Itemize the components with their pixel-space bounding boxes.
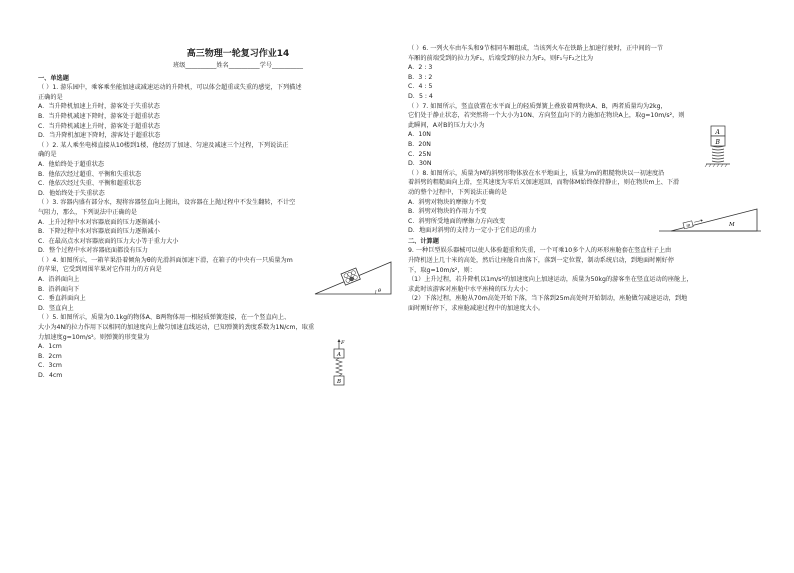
question-1 (38, 83, 398, 141)
question-text: （ ）8. 如图所示，质量为M的斜劈形物体放在水平地面上，质量为m的粗糙物块以一初速度沿 (408, 169, 665, 177)
left-column (38, 48, 398, 386)
block-b-label: B (337, 379, 342, 386)
option-d[interactable]: D．当升降机加速下降时，游客处于超重状态 (38, 132, 161, 140)
option-c[interactable]: C．3cm (38, 362, 62, 370)
question-7 (408, 102, 768, 169)
option-d[interactable]: D．5 : 4 (408, 92, 433, 100)
option-a[interactable]: A．沿斜面向上 (38, 276, 80, 284)
question-text: （ ）5. 如图所示，质量为0.1kg的物体A、B两物体用一根轻质弹簧连接，在一个竖直向上、 (38, 314, 291, 322)
question-text: （ ）1. 游乐园中，乘客乘坐能加速或减速运动的升降机，可以体会超重或失重的感觉，下列描述 (38, 84, 302, 92)
question-text: 此瞬间，A对B的压力大小为 (408, 121, 485, 129)
question-6 (408, 44, 768, 102)
question-text: 气阻力，那么，下列说法中正确的是 (38, 208, 137, 216)
student-info-line: 班级__________姓名__________学号__________ (173, 62, 303, 69)
question-3 (38, 198, 398, 256)
option-d[interactable]: D．竖直向上 (38, 304, 74, 312)
option-c[interactable]: C．4 : 5 (408, 83, 433, 91)
question-text: 确的是 (38, 151, 57, 159)
sub-question-1-cont: 求此时该游客对座舱中水平座椅的压力大小； (408, 285, 532, 293)
wedge-label: M (729, 221, 735, 228)
option-a[interactable]: A．1cm (38, 343, 62, 351)
option-a[interactable]: A．当升降机加速上升时，游客处于失重状态 (38, 103, 160, 111)
question-text: （ ）4. 如图所示，一箱苹果沿着倾角为θ的光滑斜面加速下滑，在箱子的中央有一只质量为m (38, 256, 293, 264)
sub-question-2: （2）下落过程，座舱从70m高处开始下落，当下落到25m高处时开始制动，座舱做匀减速运动，到地 (408, 295, 688, 303)
question-text: 9. 一种巨型娱乐器械可以使人体验超重和失重，一个可乘10多个人的环形座舱套在竖直柱子上由 (408, 247, 672, 255)
option-a[interactable]: A．2 : 3 (408, 64, 433, 72)
option-b[interactable]: B．沿斜面向下 (38, 285, 80, 293)
option-b[interactable]: B．3 : 2 (408, 73, 433, 81)
question-text: 动的整个过程中，下列说法正确的是 (408, 188, 507, 196)
angle-label: θ (378, 287, 382, 294)
right-column (408, 44, 768, 314)
question-9 (408, 246, 768, 313)
option-b[interactable]: B．2cm (38, 352, 62, 360)
option-c[interactable]: C．在最高点水对容器底面的压力大小等于重力大小 (38, 237, 179, 245)
question-2 (38, 141, 398, 199)
question-text: 车厢的前端受到的拉力为F₁，后端受到的拉力为F₂，则F₁与F₂之比为 (408, 54, 594, 62)
question-text: 升降机送上几十米的高处，然后让座舱自由落下，落到一定位置，制动系统启动，到地面时刚好停 (408, 257, 675, 265)
question-8 (408, 169, 768, 236)
question-text: 它们处于静止状态，若突然将一个大小为10N、方向竖直向下的力施加在物块A上，取g=10m/s²，则 (408, 112, 685, 120)
question-text: （ ）2. 某人乘坐电梯直接从10楼到1楼，他经历了加速、匀速及减速三个过程，下列说法正 (38, 141, 289, 149)
option-b[interactable]: B．他依次经过超重、平衡和失重状态 (38, 170, 142, 178)
question-text: 大小为4N的拉力作用下以相同的加速度向上做匀加速直线运动，已知弹簧的劲度系数为1N/cm，取重 (38, 324, 315, 332)
question-text: 下，取g=10m/s²，则： (408, 266, 476, 274)
incline-apple-box-figure (313, 254, 393, 296)
question-text: 正确的是 (38, 93, 63, 101)
question-5 (38, 313, 398, 386)
block-b-label: B (715, 138, 720, 146)
block-a-label: A (715, 128, 720, 136)
option-c[interactable]: C．25N (408, 150, 432, 158)
option-c[interactable]: C．他依次经过失重、平衡和超重状态 (38, 180, 142, 188)
block-a-label: A (337, 352, 341, 359)
option-b[interactable]: B．下降过程中水对容器底面的压力逐渐减小 (38, 228, 160, 236)
option-a[interactable]: A．上升过程中水对容器底面的压力逐渐减小 (38, 218, 160, 226)
option-b[interactable]: B．斜劈对物块的作用力不变 (408, 208, 487, 216)
question-text: 的苹果，它受到周围苹果对它作用力的方向是 (38, 266, 162, 274)
option-d[interactable]: D．地面对斜劈的支持力一定小于它们总的重力 (408, 227, 537, 235)
section-single-choice: 一、单选题 (38, 74, 69, 82)
option-d[interactable]: D．30N (408, 160, 432, 168)
option-d[interactable]: D．4cm (38, 372, 63, 379)
option-c[interactable]: C．当升降机减速上升时，游客处于超重状态 (38, 122, 160, 130)
worksheet-page (30, 40, 764, 540)
sub-question-1: （1）上升过程，若升降机以1m/s²的加速度向上加速运动，质量为50kg的游客坐在竖直运动的座舱上， (408, 276, 693, 284)
stacked-blocks-spring-figure (703, 124, 733, 174)
question-4 (38, 256, 398, 314)
option-c[interactable]: C．垂直斜面向上 (38, 295, 86, 303)
spring-blocks-figure (328, 339, 350, 393)
question-text: 力加速度g=10m/s²。则弹簧的形变量为 (38, 333, 150, 341)
block-m-label: m (685, 223, 692, 229)
question-text: （ ）3. 容器内盛有部分水，现将容器竖直向上抛出，设容器在上抛过程中不发生翻转，不计空 (38, 199, 296, 207)
wedge-block-figure (653, 203, 763, 235)
question-text: （ ）6. 一列火车由车头和9节相同车厢组成，当该列火车在铁路上加速行驶时，正中间的一节 (408, 45, 664, 52)
sub-question-2-cont: 面时刚好停下，求座舱减速过程中的加速度大小。 (408, 305, 545, 313)
option-b[interactable]: B．20N (408, 140, 431, 148)
option-a[interactable]: A．他始终处于超重状态 (38, 160, 105, 168)
option-b[interactable]: B．当升降机减速下降时，游客处于超重状态 (38, 112, 160, 120)
option-c[interactable]: C．斜劈所受地面的摩擦力方向改变 (408, 217, 506, 225)
section-calculation: 二、计算题 (408, 237, 439, 245)
force-label: F (341, 340, 345, 347)
option-a[interactable]: A．斜劈对物块的摩擦力不变 (408, 198, 487, 206)
worksheet-title: 高三物理一轮复习作业14 (186, 49, 290, 59)
question-text: （ ）7. 如图所示，竖直放置在水平面上的轻质弹簧上叠放着两物块A、B，两者质量均为2kg， (408, 102, 667, 110)
option-a[interactable]: A．10N (408, 131, 431, 139)
option-d[interactable]: D．他始终处于失重状态 (38, 189, 105, 197)
option-d[interactable]: D．整个过程中水对容器底面都没有压力 (38, 247, 148, 255)
question-text: 着斜劈的粗糙面向上滑，至其速度为零后又加速返回，而物体M始终保持静止，则在物块m上、下滑 (408, 179, 680, 187)
